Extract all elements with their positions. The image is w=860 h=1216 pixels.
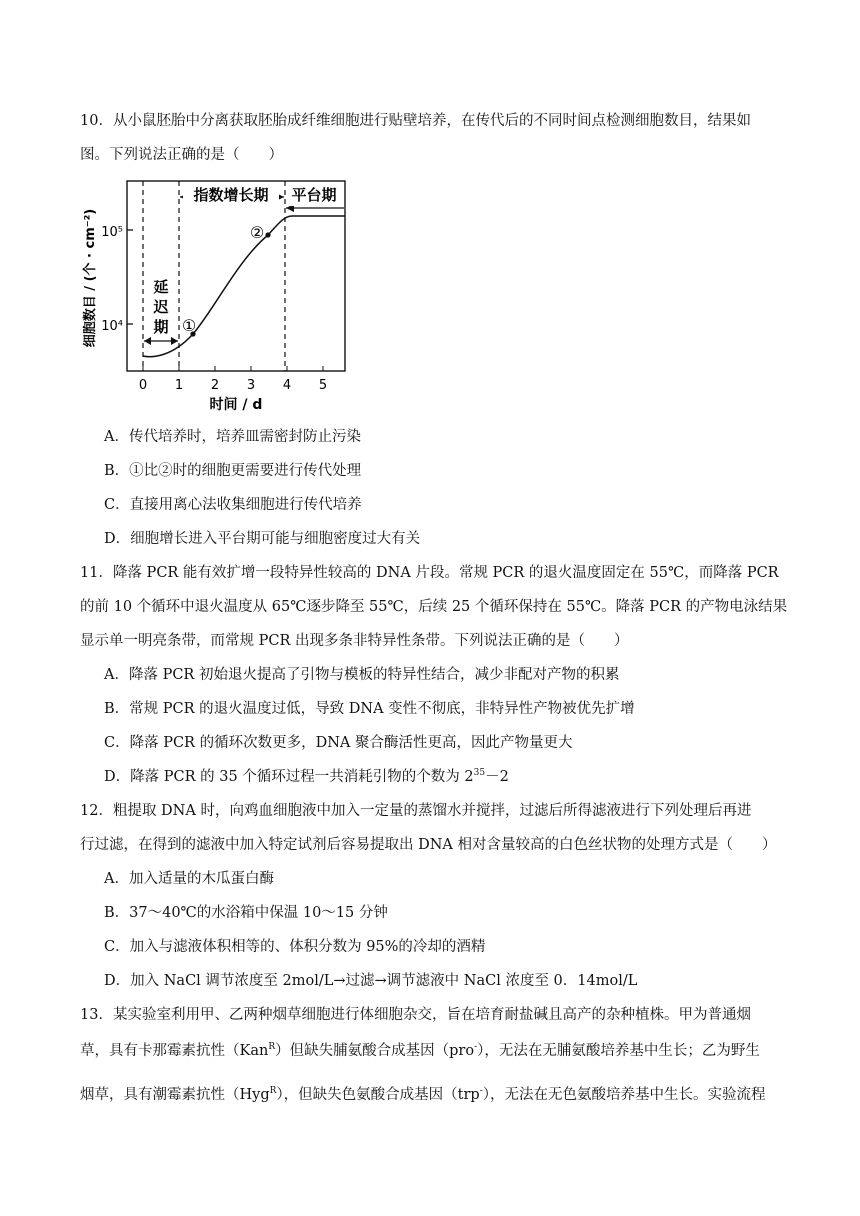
q11-option-b: B．常规 PCR 的退火温度过低，导致 DNA 变性不彻底，非特异性产物被优先扩增 [104,701,635,717]
q10-stem-line2: 图。下列说法正确的是（ ） [80,147,283,163]
x-tick-2: 2 [210,378,220,393]
cell-growth-chart [80,178,360,418]
q10-option-c: C．直接用离心法收集细胞进行传代培养 [104,497,362,513]
q11-option-c: C．降落 PCR 的循环次数更多，DNA 聚合酶活性更高，因此产物量更大 [104,735,573,751]
q11-stem-line2: 的前 10 个循环中退火温度从 65℃逐步降至 55℃，后续 25 个循环保持在 55℃。降落 PCR 的产物电泳结果 [80,599,788,615]
q11-option-d: D．降落 PCR 的 35 个循环过程一共消耗引物的个数为 $2^{35}-2$ [104,768,509,785]
q12-option-d: D．加入 NaCl 调节浓度至 2mol/L→过滤→调节滤液中 NaCl 浓度至 0．14mol/L [104,973,638,989]
q12-stem-line1: 12．粗提取 DNA 时，向鸡血细胞液中加入一定量的蒸馏水并搅拌，过滤后所得滤液进行下列处理后再进 [80,803,752,819]
phase-lag-label-3: 期 [153,318,169,336]
q13-stem-line2: 草，具有卡那霉素抗性（Kan$^R$）但缺失脯氨酸合成基因（pro-），无法在无脯氨酸培养基中生长；乙为野生 [80,1042,760,1059]
q11-stem-line1: 11．降落 PCR 能有效扩增一段特异性较高的 DNA 片段。常规 PCR 的退火温度固定在 55℃，而降落 PCR [80,565,779,581]
q13-stem-line3: 烟草，具有潮霉素抗性（Hyg$^R$），但缺失色氨酸合成基因（trp-），无法在无色氨酸培养基中生长。实验流程 [80,1086,766,1103]
q12-option-a: A．加入适量的木瓜蛋白酶 [104,871,274,887]
growth-curve [143,216,345,357]
x-axis-label: 时间 / d [209,397,263,413]
x-tick-4: 4 [282,378,292,393]
q12-stem-line2: 行过滤，在得到的滤液中加入特定试剂后容易提取出 DNA 相对含量较高的白色丝状物的处理方式是（ ） [80,837,777,853]
q12-option-b: B．37～40℃的水浴箱中保温 10～15 分钟 [104,905,388,921]
x-tick-5: 5 [318,378,328,393]
y-tick-1e5: 10⁵ [101,225,123,240]
q10-option-d: D．细胞增长进入平台期可能与细胞密度过大有关 [104,531,421,547]
q10-option-b: B．①比②时的细胞更需要进行传代处理 [104,463,362,479]
q10-stem-line1: 10．从小鼠胚胎中分离获取胚胎成纤维细胞进行贴壁培养，在传代后的不同时间点检测细胞数目，结果如 [80,113,751,129]
exponent: 35 [473,768,486,778]
phase-lag-label-1: 延 [153,278,169,296]
y-axis-label: 细胞数目 / (个 · cm⁻²) [83,208,98,348]
phase-lag-label-2: 迟 [153,298,169,316]
x-tick-3: 3 [246,378,256,393]
q11-option-a: A．降落 PCR 初始退火提高了引物与模板的特异性结合，减少非配对产物的积累 [104,667,620,683]
q12-option-c: C．加入与滤液体积相等的、体积分数为 95%的冷却的酒精 [104,939,486,955]
x-axis-ticks [143,366,323,371]
phase-exp-label: 指数增长期 [193,186,269,204]
q11-stem-line3: 显示单一明亮条带，而常规 PCR 出现多条非特异性条带。下列说法正确的是（ ） [80,633,629,649]
point-2-label: ② [249,223,265,242]
x-tick-1: 1 [174,378,184,393]
point-1-label: ① [181,316,197,335]
q13-stem-line1: 13．某实验室利用甲、乙两种烟草细胞进行体细胞杂交，旨在培育耐盐碱且高产的杂种植株。甲为普通烟 [80,1007,751,1023]
y-tick-1e4: 10⁴ [101,319,123,334]
cell-growth-figure [80,178,360,418]
x-tick-0: 0 [138,378,148,393]
point-2-marker [265,232,270,237]
q10-option-a: A．传代培养时，培养皿需密封防止污染 [104,429,361,445]
phase-plateau-label: 平台期 [291,186,337,204]
